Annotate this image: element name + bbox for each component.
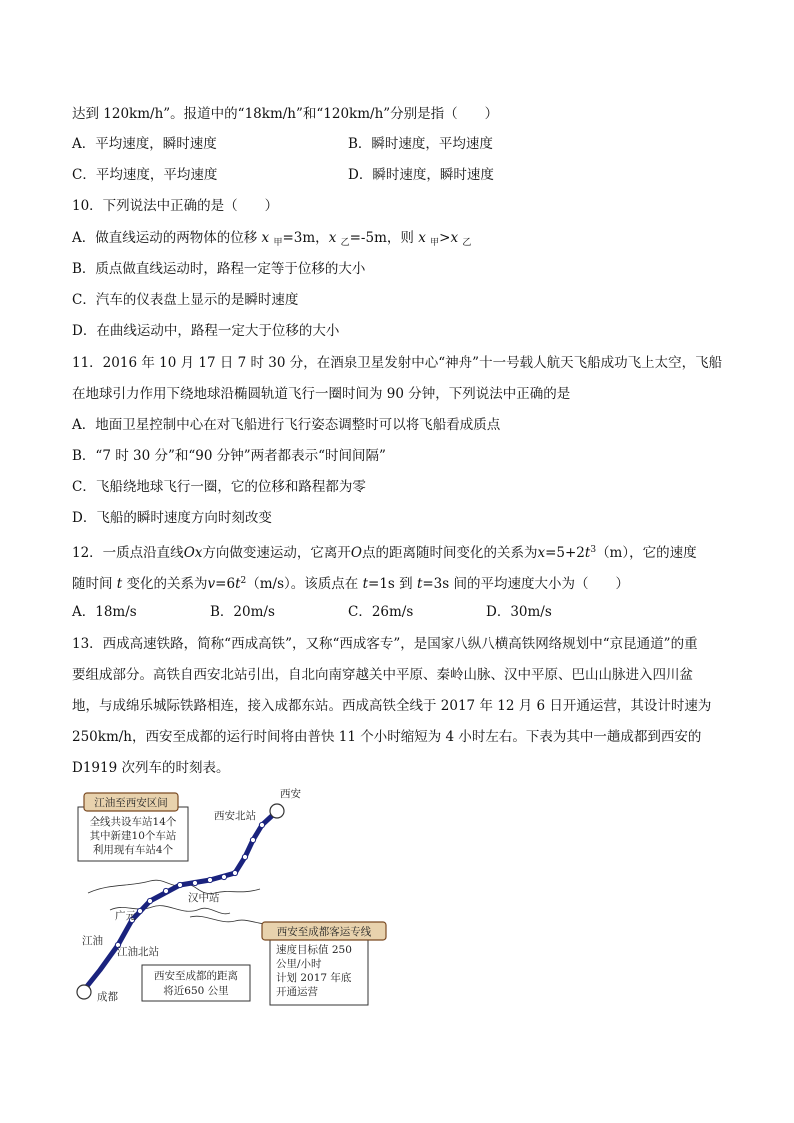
q9-stem-tail: 达到 120km/h”。报道中的“18km/h”和“120km/h”分别是指（ ） [72,106,499,122]
info-box-distance [142,965,250,1001]
q13-line2: 要组成部分。高铁自西安北站引出，自北向南穿越关中平原、秦岭山脉、汉中平原、巴山山脉进入四川盆 [72,667,693,683]
station-dot [177,882,182,887]
q11-stem-line2: 在地球引力作用下绕地球沿椭圆轨道飞行一圈时间为 90 分钟，下列说法中正确的是 [72,386,571,402]
station-dot [207,877,212,882]
q11-stem-line1: 11．2016 年 10 月 17 日 7 时 30 分，在酒泉卫星发射中心“神舟”十一号载人航天飞船成功飞上太空，飞船 [72,355,723,371]
station-dot [137,908,142,913]
q10-option-a: A．做直线运动的两物体的位移 x $_甲$=3m，x $_乙$=-5m，则 x $_甲$>x $_乙$ [72,230,472,248]
label-hanzhong: 汉中站 [188,892,220,904]
chengdu-terminal [77,985,91,999]
box1-line1: 全线共设车站14个 [89,816,177,828]
box2-line4: 开通运营 [276,986,318,998]
q12-stem-line1: 12．一质点沿直线Ox方向做变速运动，它离开O点的距离随时间变化的关系为$x=5+2t^3(m)$，它的速度 [72,545,697,561]
q13-line3: 地，与成绵乐城际铁路相连，接入成都东站。西成高铁全线于 2017 年 12 月 6 日开通运营，其设计时速为 [72,698,712,714]
info-box-xian-chengdu [262,922,386,1005]
station-dot [250,837,255,842]
railway-map [70,785,400,1010]
q10-stem: 10．下列说法中正确的是（ ） [72,198,279,214]
label-xian-north: 西安北站 [214,810,256,822]
q12-option-c: C．26m/s [348,604,414,620]
q11-option-c: C．飞船绕地球飞行一圈，它的位移和路程都为零 [72,479,366,495]
q13-line1: 13．西成高速铁路，简称“西成高铁”，又称“西成客专”，是国家八纵八横高铁网络规划中“京昆通道”的重 [72,636,698,652]
q12-stem-line2: 随时间 t 变化的关系为$v=6t^2(m/s)$。该质点在 t=1s 到 t=3s 间的平均速度大小为（ ） [72,576,629,592]
q12-option-a: A．18m/s [72,604,137,620]
box1-line3: 利用现有车站4个 [92,844,174,856]
q12-option-b: B．20m/s [210,604,275,620]
label-jiangyou: 江油 [82,935,103,947]
xian-terminal [270,804,284,818]
box2-line3: 计划 2017 年底 [276,972,352,984]
q10-option-d: D．在曲线运动中，路程一定大于位移的大小 [72,323,340,339]
station-dot [163,888,168,893]
box2-line2: 公里/小时 [276,958,322,970]
label-guangyuan: 广元 [115,910,136,922]
label-jiangyou-north: 江油北站 [117,946,159,958]
q13-line5: D1919 次列车的时刻表。 [72,760,230,776]
label-xian: 西安 [280,788,301,800]
station-dot [242,854,247,859]
station-dot [221,874,226,879]
box1-line2: 其中新建10个车站 [89,830,177,842]
station-dot [259,822,264,827]
q9-option-a: A．平均速度，瞬时速度 [72,136,217,152]
q9-option-d: D．瞬时速度，瞬时速度 [348,167,494,183]
q10-option-c: C．汽车的仪表盘上显示的是瞬时速度 [72,292,299,308]
box2-line1: 速度目标值 250 [276,944,352,956]
q11-option-d: D．飞船的瞬时速度方向时刻改变 [72,510,272,526]
label-chengdu: 成都 [97,991,118,1003]
station-dot [192,880,197,885]
box2-title: 西安至成都客运专线 [276,926,372,938]
q12-option-d: D．30m/s [486,604,552,620]
station-dot [147,898,152,903]
q9-option-b: B．瞬时速度，平均速度 [348,136,493,152]
box3-line2: 将近650 公里 [163,985,229,997]
box3-line1: 西安至成都的距离 [154,970,238,982]
q9-option-c: C．平均速度，平均速度 [72,167,218,183]
station-dot [232,870,237,875]
q11-option-a: A．地面卫星控制中心在对飞船进行飞行姿态调整时可以将飞船看成质点 [72,417,501,433]
q11-option-b: B．“7 时 30 分”和“90 分钟”两者都表示“时间间隔” [72,448,386,464]
q13-line4: 250km/h，西安至成都的运行时间将由普快 11 个小时缩短为 4 小时左右。下表为其中一趟成都到西安的 [72,729,702,745]
box1-title: 江油至西安区间 [94,797,168,809]
q10-option-b: B．质点做直线运动时，路程一定等于位移的大小 [72,261,366,277]
info-box-jiangyou-xian [78,793,188,861]
